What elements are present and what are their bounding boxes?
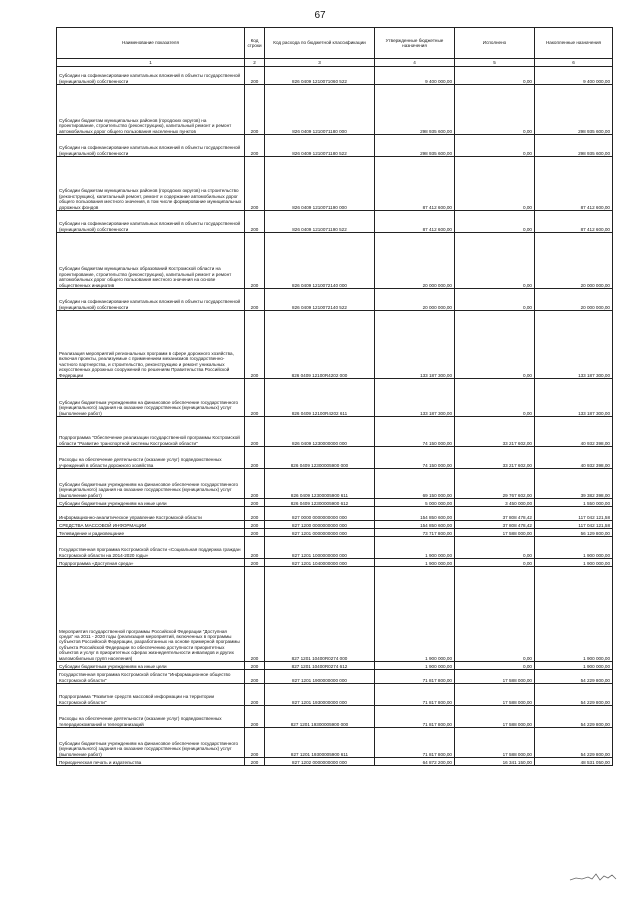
row-approved: 64 872 200,00 <box>375 758 455 766</box>
row-accumulated: 56 129 800,00 <box>535 529 613 537</box>
table-header-row <box>57 28 613 59</box>
row-name: Реализация мероприятий региональных программ в сфере дорожного хозяйства, включая проекты, реализуемые с применением механизмов государственно-частного партнерства, и строительство, реконструкцию и ремонт уникальных искусственных дорожных сооружений по решениям Правительства Российской Федерации <box>57 311 245 379</box>
row-accumulated: 87 412 600,00 <box>535 157 613 211</box>
table-row <box>57 85 613 135</box>
row-accumulated: 298 935 600,00 <box>535 85 613 135</box>
table-body <box>57 67 613 766</box>
row-approved: 1 900 000,00 <box>375 567 455 662</box>
row-kbk: 827 1201 19300005900 000 <box>265 706 375 728</box>
row-executed: 0,00 <box>455 135 535 157</box>
row-accumulated: 1 900 000,00 <box>535 537 613 559</box>
table-row <box>57 521 613 529</box>
table-row <box>57 758 613 766</box>
row-kbk: 826 0409 12100R4202 611 <box>265 379 375 417</box>
row-executed: 17 588 000,00 <box>455 684 535 706</box>
row-approved: 298 935 600,00 <box>375 85 455 135</box>
column-number: 6 <box>535 59 613 67</box>
row-name: Субсидии на софинансирование капитальных вложений в объекты государственной (муниципальной) собственности <box>57 289 245 311</box>
row-name: Субсидии бюджетным учреждениям на иные цели <box>57 662 245 670</box>
row-code: 200 <box>245 311 265 379</box>
row-executed: 0,00 <box>455 662 535 670</box>
row-accumulated: 1 900 000,00 <box>535 559 613 567</box>
row-kbk: 827 1201 10400R0274 612 <box>265 662 375 670</box>
row-executed: 0,00 <box>455 559 535 567</box>
row-code: 200 <box>245 211 265 233</box>
row-accumulated: 1 900 000,00 <box>535 662 613 670</box>
row-name: Информационно-аналитическое управление Костромской области <box>57 507 245 521</box>
row-name: Субсидии бюджетам муниципальных образований Костромской области на проектирование, строительство (реконструкцию), капитальный ремонт и ремонт автомобильных дорог общего пользования местного значения на основе общественных инициатив <box>57 233 245 289</box>
table-row <box>57 211 613 233</box>
row-kbk: 826 0409 12300005900 612 <box>265 499 375 507</box>
row-approved: 74 150 000,00 <box>375 447 455 469</box>
row-accumulated: 298 935 600,00 <box>535 135 613 157</box>
row-approved: 133 187 300,00 <box>375 311 455 379</box>
row-accumulated: 48 531 050,00 <box>535 758 613 766</box>
row-kbk: 826 0409 1210071060 522 <box>265 67 375 85</box>
row-code: 200 <box>245 728 265 758</box>
row-approved: 20 000 000,00 <box>375 233 455 289</box>
row-accumulated: 133 187 300,00 <box>535 379 613 417</box>
row-kbk: 827 1201 1900000000 000 <box>265 670 375 684</box>
row-name: Субсидии на софинансирование капитальных вложений в объекты государственной (муниципальной) собственности <box>57 135 245 157</box>
row-executed: 0,00 <box>455 85 535 135</box>
row-executed: 29 767 602,00 <box>455 469 535 499</box>
row-code: 200 <box>245 417 265 447</box>
row-name: Расходы на обеспечение деятельности (оказание услуг) подведомственных телерадиокомпаний и телеорганизаций <box>57 706 245 728</box>
row-kbk: 826 0409 1210072140 000 <box>265 233 375 289</box>
table-row <box>57 670 613 684</box>
row-executed: 33 217 602,00 <box>455 417 535 447</box>
column-number: 5 <box>455 59 535 67</box>
row-code: 200 <box>245 684 265 706</box>
row-kbk: 827 1202 0000000000 000 <box>265 758 375 766</box>
row-approved: 298 935 600,00 <box>375 135 455 157</box>
table-row <box>57 529 613 537</box>
row-name: Подпрограмма "Обеспечение реализации государственной программы Костромской области "Развитие транспортной системы Костромской области" <box>57 417 245 447</box>
row-accumulated: 1 550 000,00 <box>535 499 613 507</box>
row-kbk: 826 0409 1210071180 522 <box>265 135 375 157</box>
row-kbk: 827 1201 19300005900 611 <box>265 728 375 758</box>
row-approved: 154 850 600,00 <box>375 507 455 521</box>
table-row <box>57 379 613 417</box>
row-accumulated: 117 042 121,58 <box>535 521 613 529</box>
row-kbk: 826 0409 1230000000 000 <box>265 417 375 447</box>
row-code: 200 <box>245 529 265 537</box>
row-code: 200 <box>245 706 265 728</box>
row-executed: 0,00 <box>455 157 535 211</box>
row-approved: 71 817 800,00 <box>375 706 455 728</box>
table-row <box>57 233 613 289</box>
row-accumulated: 54 229 800,00 <box>535 670 613 684</box>
table-row <box>57 728 613 758</box>
row-accumulated: 9 400 000,00 <box>535 67 613 85</box>
row-name: Субсидии бюджетным учреждениям на иные цели <box>57 499 245 507</box>
row-kbk: 827 1201 1040000000 000 <box>265 559 375 567</box>
table-row <box>57 289 613 311</box>
row-executed: 0,00 <box>455 233 535 289</box>
row-kbk: 826 0409 12300005900 000 <box>265 447 375 469</box>
row-approved: 1 900 000,00 <box>375 559 455 567</box>
row-code: 200 <box>245 507 265 521</box>
row-code: 200 <box>245 85 265 135</box>
row-code: 200 <box>245 662 265 670</box>
row-approved: 71 817 800,00 <box>375 670 455 684</box>
row-code: 200 <box>245 670 265 684</box>
header-code: Код строки <box>245 28 265 59</box>
row-code: 200 <box>245 559 265 567</box>
table-row <box>57 684 613 706</box>
row-executed: 37 808 478,42 <box>455 507 535 521</box>
table-row <box>57 311 613 379</box>
row-accumulated: 133 187 300,00 <box>535 311 613 379</box>
row-name: Мероприятия государственной программы Российской Федерации "Доступная среда" на 2011 - 2020 годы (реализация мероприятий, включенных в программы субъектов Российской Федерации, разработанных на основе примерной программы субъекта Российской Федерации по обеспечению доступности приоритетных объектов и услуг в приоритетных сферах жизнедеятельности инвалидов и других маломобильных групп населения) <box>57 567 245 662</box>
row-approved: 9 400 000,00 <box>375 67 455 85</box>
scribble-icon <box>568 870 618 884</box>
row-approved: 69 150 000,00 <box>375 469 455 499</box>
row-accumulated: 40 932 398,00 <box>535 447 613 469</box>
row-executed: 17 588 000,00 <box>455 670 535 684</box>
table-row <box>57 469 613 499</box>
table-row <box>57 567 613 662</box>
row-name: Подпрограмма "Развитие средств массовой информации на территории Костромской области" <box>57 684 245 706</box>
row-name: Государственная программа Костромской области "Информационное общество Костромской области" <box>57 670 245 684</box>
table-row <box>57 417 613 447</box>
row-executed: 17 588 000,00 <box>455 529 535 537</box>
row-executed: 0,00 <box>455 311 535 379</box>
row-accumulated: 20 000 000,00 <box>535 289 613 311</box>
row-name: Субсидии на софинансирование капитальных вложений в объекты государственной (муниципальной) собственности <box>57 67 245 85</box>
row-code: 200 <box>245 67 265 85</box>
table-row <box>57 67 613 85</box>
row-executed: 0,00 <box>455 567 535 662</box>
row-accumulated: 54 229 800,00 <box>535 728 613 758</box>
row-kbk: 827 1201 0000000000 000 <box>265 529 375 537</box>
row-approved: 73 717 800,00 <box>375 529 455 537</box>
row-name: Субсидии бюджетам муниципальных районов (городских округов) на проектирование, строительство (реконструкцию), капитальный ремонт и ремонт автомобильных дорог общего пользования населенных пунктов <box>57 85 245 135</box>
row-accumulated: 39 382 398,00 <box>535 469 613 499</box>
row-name: Субсидии бюджетным учреждениям на финансовое обеспечение государственного (муниципального) задания на оказание государственных (муниципальных) услуг (выполнение работ) <box>57 379 245 417</box>
row-accumulated: 117 042 121,58 <box>535 507 613 521</box>
table-row <box>57 559 613 567</box>
row-approved: 71 817 800,00 <box>375 728 455 758</box>
table-row <box>57 706 613 728</box>
header-executed: Исполнено <box>455 28 535 59</box>
row-code: 200 <box>245 447 265 469</box>
row-kbk: 826 0409 12300005900 611 <box>265 469 375 499</box>
row-executed: 17 588 000,00 <box>455 728 535 758</box>
row-code: 200 <box>245 233 265 289</box>
row-executed: 0,00 <box>455 537 535 559</box>
column-number: 1 <box>57 59 245 67</box>
row-approved: 133 187 300,00 <box>375 379 455 417</box>
row-approved: 74 150 000,00 <box>375 417 455 447</box>
column-number-row <box>57 59 613 67</box>
row-approved: 5 000 000,00 <box>375 499 455 507</box>
row-executed: 0,00 <box>455 211 535 233</box>
row-executed: 3 450 000,00 <box>455 499 535 507</box>
row-accumulated: 54 229 800,00 <box>535 684 613 706</box>
row-code: 200 <box>245 537 265 559</box>
row-name: Субсидии бюджетным учреждениям на финансовое обеспечение государственного (муниципального) задания на оказание государственных (муниципальных) услуг (выполнение работ) <box>57 469 245 499</box>
row-name: Государственная программа Костромской области «Социальная поддержка граждан Костромской области на 2014-2020 годы» <box>57 537 245 559</box>
row-code: 200 <box>245 521 265 529</box>
row-name: Субсидии бюджетным учреждениям на финансовое обеспечение государственного (муниципального) задания на оказание государственных (муниципальных) услуг (выполнение работ) <box>57 728 245 758</box>
row-approved: 1 900 000,00 <box>375 662 455 670</box>
row-executed: 16 341 150,00 <box>455 758 535 766</box>
row-name: Расходы на обеспечение деятельности (оказание услуг) подведомственных учреждений в области дорожного хозяйства <box>57 447 245 469</box>
row-code: 200 <box>245 499 265 507</box>
header-approved: Утвержденные бюджетные назначения <box>375 28 455 59</box>
table-row <box>57 499 613 507</box>
row-kbk: 826 0409 1210071190 522 <box>265 211 375 233</box>
row-approved: 1 900 000,00 <box>375 537 455 559</box>
expenditure-table <box>56 27 613 766</box>
row-kbk: 827 0000 0000000000 000 <box>265 507 375 521</box>
row-code: 200 <box>245 567 265 662</box>
row-name: Субсидии бюджетам муниципальных районов (городских округов) на строительство (реконструкцию), капитальный ремонт, ремонт и содержание автомобильных дорог общего пользования местного значения, в том числе формирование муниципальных дорожных фондов <box>57 157 245 211</box>
row-kbk: 827 1201 10400R0274 000 <box>265 567 375 662</box>
row-code: 200 <box>245 135 265 157</box>
row-kbk: 826 0409 12100R4202 000 <box>265 311 375 379</box>
row-executed: 37 808 478,42 <box>455 521 535 529</box>
row-name: Подпрограмма «Доступная среда» <box>57 559 245 567</box>
row-executed: 33 217 602,00 <box>455 447 535 469</box>
row-accumulated: 1 900 000,00 <box>535 567 613 662</box>
row-executed: 0,00 <box>455 379 535 417</box>
header-name: Наименование показателя <box>57 28 245 59</box>
row-code: 200 <box>245 289 265 311</box>
page-number: 67 <box>314 10 326 21</box>
row-kbk: 826 0409 1210071190 000 <box>265 157 375 211</box>
row-approved: 71 817 800,00 <box>375 684 455 706</box>
row-kbk: 827 1201 1930000000 000 <box>265 684 375 706</box>
table-row <box>57 447 613 469</box>
column-number: 2 <box>245 59 265 67</box>
row-approved: 154 850 600,00 <box>375 521 455 529</box>
row-name: Субсидии на софинансирование капитальных вложений в объекты государственной (муниципальной) собственности <box>57 211 245 233</box>
table-row <box>57 507 613 521</box>
row-executed: 0,00 <box>455 289 535 311</box>
table-row <box>57 135 613 157</box>
row-accumulated: 87 412 600,00 <box>535 211 613 233</box>
table-row <box>57 662 613 670</box>
row-code: 200 <box>245 758 265 766</box>
row-accumulated: 54 229 800,00 <box>535 706 613 728</box>
row-code: 200 <box>245 469 265 499</box>
row-approved: 87 412 600,00 <box>375 211 455 233</box>
row-name: СРЕДСТВА МАССОВОЙ ИНФОРМАЦИИ <box>57 521 245 529</box>
row-kbk: 826 0409 1210071180 000 <box>265 85 375 135</box>
row-accumulated: 20 000 000,00 <box>535 233 613 289</box>
column-number: 4 <box>375 59 455 67</box>
row-kbk: 826 0409 1210072140 522 <box>265 289 375 311</box>
row-code: 200 <box>245 157 265 211</box>
column-number: 3 <box>265 59 375 67</box>
row-executed: 17 588 000,00 <box>455 706 535 728</box>
row-name: Периодическая печать и издательства <box>57 758 245 766</box>
scribble-mark <box>568 870 618 886</box>
header-kbk: Код расхода по бюджетной классификации <box>265 28 375 59</box>
row-kbk: 827 1200 0000000000 000 <box>265 521 375 529</box>
table-row <box>57 537 613 559</box>
row-accumulated: 40 932 398,00 <box>535 417 613 447</box>
row-name: Телевидение и радиовещание <box>57 529 245 537</box>
row-approved: 87 412 600,00 <box>375 157 455 211</box>
header-accumulated: Накопленные назначения <box>535 28 613 59</box>
row-code: 200 <box>245 379 265 417</box>
row-kbk: 827 1201 1000000000 000 <box>265 537 375 559</box>
table-row <box>57 157 613 211</box>
row-approved: 20 000 000,00 <box>375 289 455 311</box>
row-executed: 0,00 <box>455 67 535 85</box>
